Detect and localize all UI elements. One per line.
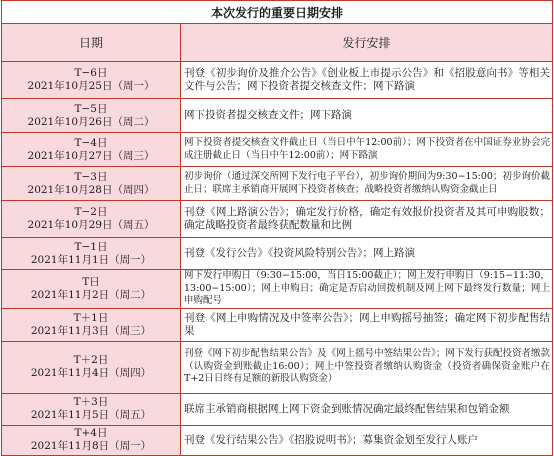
table-row — [2, 270, 553, 309]
date-cell — [2, 62, 181, 99]
t-day: T＋2日 — [73, 354, 109, 366]
table-row — [2, 99, 553, 133]
t-day: T−5日 — [74, 102, 108, 115]
date-column-header: 日期 — [2, 24, 181, 62]
table-row — [2, 425, 553, 455]
calendar-date: 2021年10月26日（周二） — [27, 115, 155, 128]
table-row — [2, 393, 553, 425]
arrangement-cell: 网下投资者提交核查文件；网下路演 — [181, 99, 553, 133]
date-cell — [2, 270, 181, 309]
table-row — [2, 167, 553, 201]
calendar-date: 2021年10月27日（周三） — [27, 149, 155, 162]
calendar-date: 2021年11月4日（周四） — [30, 367, 152, 379]
date-cell — [2, 201, 181, 238]
arrangement-cell: 刊登《网上申购情况及中签率公告》；网上申购摇号抽签；确定网下初步配售结果 — [181, 308, 553, 341]
arrangement-cell: 刊登《发行结果公告》《招股说明书》；募集资金划至发行人账户 — [181, 425, 553, 455]
calendar-date: 2021年11月1日（周一） — [30, 253, 152, 266]
date-cell — [2, 393, 181, 425]
arrangement-cell: 刊登《初步询价及推介公告》《创业板上市提示公告》和《招股意向书》等相关文件与公告；网下投资者提交核查文件；网下路演 — [181, 62, 553, 99]
table-row — [2, 133, 553, 167]
arrangement-cell: 网下投资者提交核查文件截止日（当日中午12:00前）；网下投资者在中国证券业协会完成注册截止日（当日中午12:00前）；网下路演 — [181, 133, 553, 167]
calendar-date: 2021年11月3日（周三） — [30, 324, 152, 337]
t-day: T−2日 — [74, 206, 108, 218]
t-day: T−1日 — [74, 240, 108, 253]
arrangement-column-header: 发行安排 — [181, 24, 553, 62]
table-row — [2, 341, 553, 393]
date-cell — [2, 308, 181, 341]
t-day: T+4日 — [74, 427, 108, 439]
table-row — [2, 62, 553, 99]
t-day: T＋1日 — [73, 311, 109, 324]
table-row — [2, 238, 553, 270]
calendar-date: 2021年11月5日（周五） — [30, 409, 152, 421]
table-title: 本次发行的重要日期安排 — [2, 1, 553, 24]
calendar-date: 2021年10月29日（周五） — [27, 219, 155, 231]
arrangement-cell: 刊登《网下初步配售结果公告》及《网上摇号中签结果公告》；网下发行获配投资者缴款（认购资金到账截止16:00）；网上中签投资者缴纳认购资金（投资者确保资金账户在T+2日日终有足额的新股认购资金） — [181, 341, 553, 393]
t-day: T−3日 — [74, 170, 108, 183]
arrangement-cell: 初步询价（通过深交所网下发行电子平台），初步询价期间为9:30−15:00；初步询价截止日；联席主承销商开展网下投资者核查；战略投资者缴纳认购资金截止日 — [181, 167, 553, 201]
calendar-date: 2021年11月2日（周二） — [30, 288, 152, 301]
table-row — [2, 201, 553, 238]
t-day: T−6日 — [74, 67, 108, 79]
date-cell — [2, 341, 181, 393]
t-day: T−4日 — [74, 136, 108, 149]
date-cell — [2, 425, 181, 455]
header-row — [2, 24, 553, 62]
date-cell — [2, 238, 181, 270]
arrangement-cell: 刊登《发行公告》《投资风险特别公告》；网上路演 — [181, 238, 553, 270]
arrangement-cell: 刊登《网上路演公告》；确定发行价格，确定有效报价投资者及其可申购股数；确定战略投资者最终获配数量和比例 — [181, 201, 553, 238]
date-cell — [2, 167, 181, 201]
calendar-date: 2021年11月8日（周一） — [30, 440, 152, 452]
arrangement-cell: 联席主承销商根据网上网下资金到账情况确定最终配售结果和包销金额 — [181, 393, 553, 425]
t-day: T日 — [82, 275, 100, 288]
t-day: T＋3日 — [73, 396, 109, 408]
calendar-date: 2021年10月25日（周一） — [27, 80, 155, 92]
calendar-date: 2021年10月28日（周四） — [27, 183, 155, 196]
date-cell — [2, 133, 181, 167]
date-cell — [2, 99, 181, 133]
schedule-table — [1, 0, 553, 456]
table-title-row — [2, 1, 553, 24]
table-row — [2, 308, 553, 341]
arrangement-cell: 网下发行申购日（9:30−15:00，当日15:00截止）；网上发行申购日（9:15−11:30，13:00−15:00）；网上申购日；确定是否启动回拨机制及网上网下最终发行数量；网上申购配号 — [181, 270, 553, 309]
